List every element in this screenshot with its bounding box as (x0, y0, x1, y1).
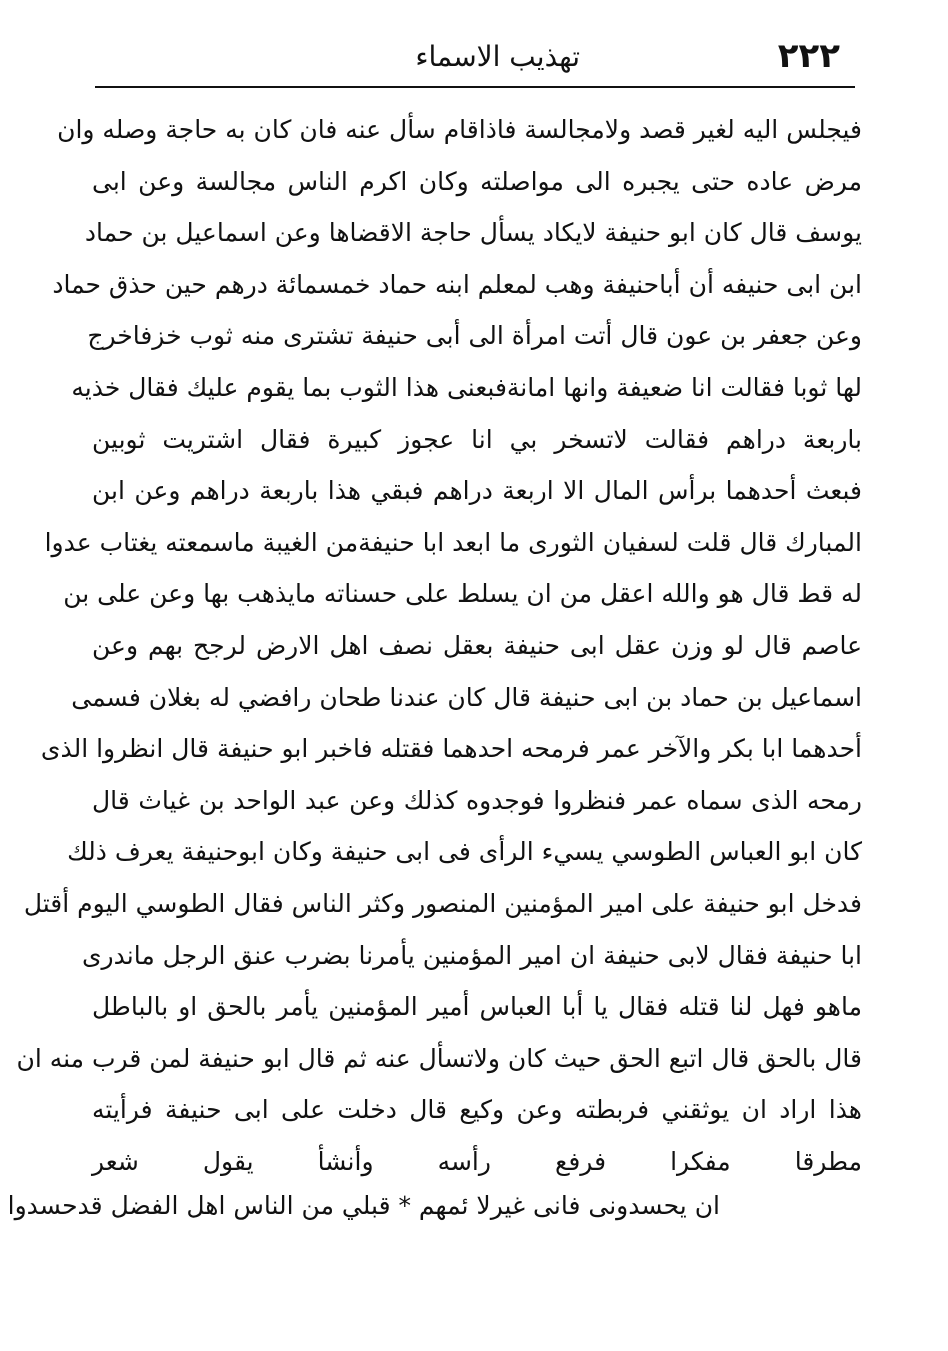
body-text (16, 104, 862, 1187)
text-line: مطرقا مفكرا فرفع رأسه وأنشأ يقول شعر (92, 1146, 862, 1176)
text-line: باربعة دراهم فقالت لاتسخر بي انا عجوز كبيرة فقال اشتريت ثوبين (92, 424, 862, 454)
text-line: ابا حنيفة فقال لابى حنيفة ان امير المؤمنين يأمرنا بضرب عنق الرجل ماندرى (81, 940, 862, 970)
page-number: ٢٢٢ (777, 36, 840, 76)
text-line: يوسف قال كان ابو حنيفة لايكاد يسأل حاجة الاقضاها وعن اسماعيل بن حماد (84, 218, 862, 248)
text-line: قال بالحق قال اتبع الحق حيث كان ولاتسأل عنه ثم قال ابو حنيفة لمن قرب منه ان (16, 1043, 862, 1073)
text-line: رمحه الذى سماه عمر فنظروا فوجدوه كذلك وعن عبد الواحد بن غياث قال (92, 785, 862, 815)
text-line: اسماعيل بن حماد بن ابى حنيفة قال كان عندنا طحان رافضي له بغلان فسمى (71, 682, 862, 712)
text-line: له قط قال هو والله اعقل من ان يسلط على حسناته مايذهب بها وعن على بن (63, 579, 862, 609)
verse-line: ان يحسدونى فانى غيرلا ئمهم * قبلي من الناس اهل الفضل قدحسدوا (7, 1191, 720, 1220)
text-line: مرض عاده حتى يجبره الى مواصلته وكان اكرم الناس مجالسة وعن ابى (92, 166, 862, 196)
text-line: هذا اراد ان يوثقني فربطته وعن وكيع قال دخلت على ابى حنيفة فرأيته (92, 1095, 862, 1125)
text-line: لها ثوبا فقالت انا ضعيفة وانها امانةفبعنى هذا الثوب بما يقوم عليك فقال خذيه (71, 372, 862, 402)
page-header (90, 30, 850, 90)
text-line: فبعث أحدهما برأس المال الا اربعة دراهم فبقي هذا باربعة دراهم وعن ابن (92, 476, 862, 506)
text-line: ابن ابى حنيفه أن أباحنيفة وهب لمعلم ابنه حماد خمسمائة درهم حين حذق حماد (52, 269, 862, 299)
text-line: المبارك قال قلت لسفيان الثورى ما ابعد ابا حنيفةمن الغيبة ماسمعته يغتاب عدوا (44, 527, 862, 557)
running-title: تهذيب الاسماء (415, 40, 580, 73)
text-line: ماهو فهل لنا قتله فقال يا أبا العباس أمير المؤمنين يأمر بالحق او بالباطل (92, 992, 862, 1022)
text-line: وعن جعفر بن عون قال أتت امرأة الى أبى حنيفة تشترى منه ثوب خزفاخرج (87, 321, 862, 351)
text-line: فدخل ابو حنيفة على امير المؤمنين المنصور وكثر الناس فقال الطوسي اليوم أقتل (23, 888, 862, 918)
header-rule (95, 86, 855, 88)
text-line: أحدهما ابا بكر والآخر عمر فرمحه احدهما فقتله فاخبر ابو حنيفة قال انظروا الذى (40, 734, 862, 764)
text-line: عاصم قال لو وزن عقل ابى حنيفة بعقل نصف اهل الارض لرجح بهم وعن (92, 630, 862, 660)
text-line: كان ابو العباس الطوسي يسيء الرأى فى ابى حنيفة وكان ابوحنيفة يعرف ذلك (67, 837, 862, 867)
text-line: فيجلس اليه لغير قصد ولامجالسة فاذاقام سأل عنه فان كان به حاجة وصله وان (57, 115, 862, 144)
